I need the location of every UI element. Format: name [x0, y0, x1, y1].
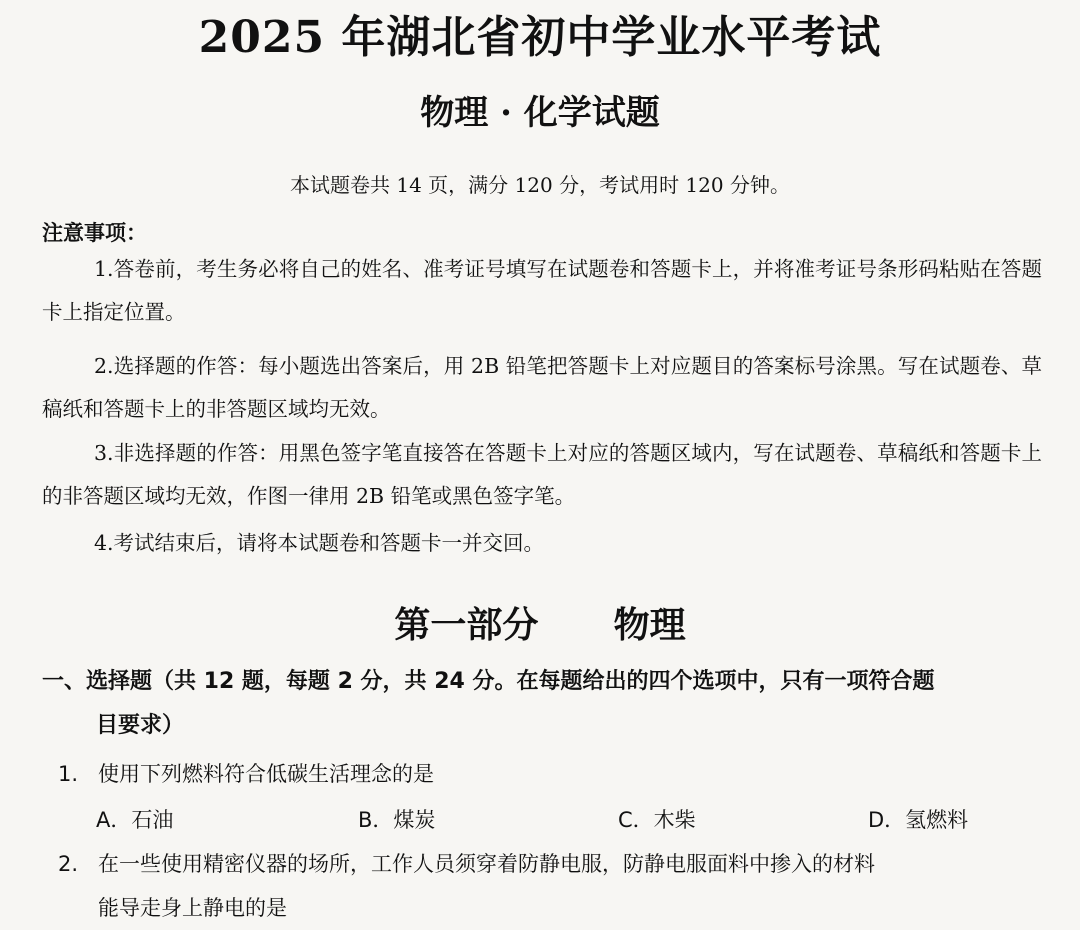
- section-heading: [42, 660, 1052, 748]
- question-1: [58, 752, 1048, 796]
- exam-title: 2025 年湖北省初中学业水平考试: [198, 12, 882, 63]
- question-text-line-1: 在一些使用精密仪器的场所，工作人员须穿着防静电服，防静电服面料中掺入的材料: [98, 852, 875, 876]
- question-text: 使用下列燃料符合低碳生活理念的是: [98, 762, 434, 786]
- notice-item-3: 3.非选择题的作答：用黑色签字笔直接答在答题卡上对应的答题区域内，写在试题卷、草稿纸和答题卡上的非答题区域均无效，作图一律用 2B 铅笔或黑色签字笔。: [42, 441, 1042, 508]
- exam-info: 本试题卷共 14 页，满分 120 分，考试用时 120 分钟。: [290, 173, 790, 197]
- part-title: 第一部分 物理: [394, 605, 686, 646]
- option-c: C．木柴: [618, 808, 696, 832]
- question-2: [58, 842, 1048, 930]
- notice-item-2: 2.选择题的作答：每小题选出答案后，用 2B 铅笔把答题卡上对应题目的答案标号涂黑。写在试题卷、草稿纸和答题卡上的非答题区域均无效。: [42, 354, 1042, 421]
- question-number: 2.: [58, 852, 79, 876]
- exam-subtitle: 物理 · 化学试题: [420, 93, 660, 133]
- question-text-line-2: 能导走身上静电的是: [98, 896, 287, 920]
- option-b: B．煤炭: [358, 808, 436, 832]
- notice-item-1: 1.答卷前，考生务必将自己的姓名、准考证号填写在试题卷和答题卡上，并将准考证号条形码粘贴在答题卡上指定位置。: [42, 257, 1042, 324]
- section-heading-line-1: 一、选择题（共 12 题，每题 2 分，共 24 分。在每题给出的四个选项中，只有一项符合题: [42, 669, 935, 694]
- notice-item-4: 4.考试结束后，请将本试题卷和答题卡一并交回。: [94, 531, 545, 555]
- option-a: A．石油: [96, 808, 174, 832]
- notice-heading: 注意事项：: [42, 221, 147, 245]
- question-number: 1.: [58, 762, 79, 786]
- option-d: D．氢燃料: [868, 808, 969, 832]
- section-heading-line-2: 目要求）: [96, 713, 185, 738]
